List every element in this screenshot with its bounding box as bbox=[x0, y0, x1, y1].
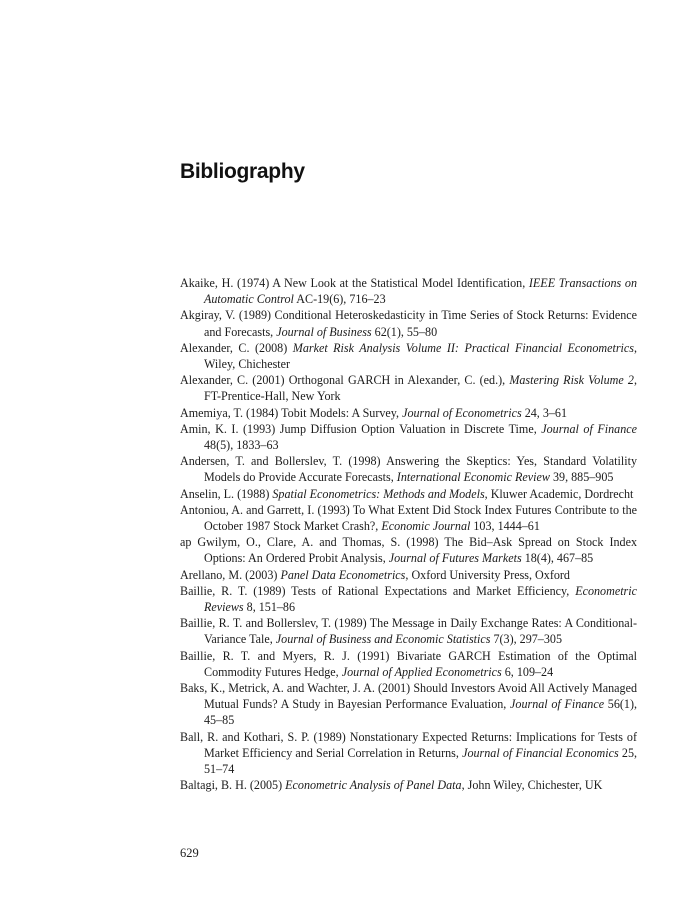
entry-text: 48(5), 1833–63 bbox=[204, 438, 279, 453]
entry-text: Amemiya, T. (1984) Tobit Models: A Survey, bbox=[180, 405, 403, 420]
bibliography-entry bbox=[180, 502, 637, 534]
entry-text: AC-19(6), 716–23 bbox=[293, 292, 386, 307]
bibliography-entry bbox=[180, 486, 637, 502]
entry-text: Alexander, C. (2008) bbox=[180, 340, 293, 355]
entry-italic-text: Economic Journal bbox=[381, 519, 471, 534]
entry-italic-text: Market Risk Analysis Volume II: Practical Financial Econometrics bbox=[292, 340, 634, 355]
entry-italic-text: Journal of Finance bbox=[510, 697, 605, 712]
entry-text: ap Gwilym, O., Clare, A. and Thomas, S. (1998) The Bid–Ask Spread on Stock Index Options: An Ordered Probit Analysis, bbox=[180, 535, 637, 566]
entry-italic-text: Journal of Applied Econometrics bbox=[341, 664, 502, 679]
entry-text: Arellano, M. (2003) bbox=[180, 567, 281, 582]
bibliography-entry bbox=[180, 729, 637, 778]
page-number: 629 bbox=[180, 846, 199, 860]
entry-italic-text: Journal of Econometrics bbox=[402, 405, 522, 420]
bibliography-entry bbox=[180, 615, 637, 647]
entry-text: Baillie, R. T. and Myers, R. J. (1991) Bivariate GARCH Estimation of the Optimal Commodity Futures Hedge, bbox=[180, 648, 637, 679]
entry-italic-text: Econometric Analysis of Panel Data bbox=[285, 778, 462, 793]
entry-italic-text: Econometric Reviews bbox=[204, 583, 637, 615]
bibliography-entry bbox=[180, 777, 637, 793]
bibliography-entry bbox=[180, 421, 637, 453]
entry-text: , Oxford University Press, Oxford bbox=[405, 567, 570, 582]
entry-text: 39, 885–905 bbox=[549, 470, 614, 485]
bibliography-entry bbox=[180, 453, 637, 485]
entry-text: Baks, K., Metrick, A. and Wachter, J. A. (2001) Should Investors Avoid All Actively Managed Mutual Funds? A Study in Bayesian Performance Evaluation, bbox=[180, 681, 637, 712]
entry-text: 56(1), 45–85 bbox=[204, 697, 638, 728]
entry-text: 18(4), 467–85 bbox=[521, 551, 594, 566]
entry-text: , FT-Prentice-Hall, New York bbox=[204, 373, 637, 404]
bibliography-entry bbox=[180, 275, 637, 307]
bibliography-entry bbox=[180, 307, 637, 339]
entry-text: 25, 51–74 bbox=[204, 745, 638, 777]
bibliography-entry bbox=[180, 340, 637, 372]
entry-italic-text: Journal of Business and Economic Statistics bbox=[275, 632, 491, 647]
entry-text: , John Wiley, Chichester, UK bbox=[461, 778, 603, 793]
entry-italic-text: IEEE Transactions on Automatic Control bbox=[204, 276, 637, 307]
entry-text: Akaike, H. (1974) A New Look at the Statistical Model Identification, bbox=[180, 276, 529, 290]
entry-italic-text: Journal of Finance bbox=[541, 421, 638, 436]
bibliography-entry bbox=[180, 648, 637, 680]
bibliography-entry bbox=[180, 372, 637, 404]
entry-italic-text: Journal of Futures Markets bbox=[388, 551, 522, 566]
entry-text: Akgiray, V. (1989) Conditional Heteroskedasticity in Time Series of Stock Returns: Evidence and Forecasts, bbox=[180, 308, 637, 339]
bibliography-entry bbox=[180, 583, 637, 615]
entry-text: Ball, R. and Kothari, S. P. (1989) Nonstationary Expected Returns: Implications for Tests of Market Efficiency and Serial Correlation in Returns, bbox=[180, 729, 637, 760]
entry-text: Baltagi, B. H. (2005) bbox=[180, 778, 286, 793]
entry-text: , Kluwer Academic, Dordrecht bbox=[484, 486, 634, 501]
entry-text: Amin, K. I. (1993) Jump Diffusion Option Valuation in Discrete Time, bbox=[180, 421, 542, 436]
entry-text: Baillie, R. T. and Bollerslev, T. (1989) The Message in Daily Exchange Rates: A Conditional-Variance Tale, bbox=[180, 616, 637, 647]
page-title: Bibliography bbox=[180, 160, 305, 183]
bibliography-entry bbox=[180, 405, 637, 421]
entry-italic-text: Spatial Econometrics: Methods and Models bbox=[272, 486, 485, 501]
entry-text: 62(1), 55–80 bbox=[371, 324, 438, 339]
entry-italic-text: Panel Data Econometrics bbox=[280, 567, 406, 582]
entry-text: 6, 109–24 bbox=[501, 664, 554, 679]
entry-text: 103, 1444–61 bbox=[470, 519, 540, 534]
entry-text: 24, 3–61 bbox=[521, 405, 568, 420]
entry-text: 8, 151–86 bbox=[243, 600, 296, 615]
entry-italic-text: Journal of Financial Economics bbox=[462, 745, 619, 760]
entry-text: , Wiley, Chichester bbox=[204, 340, 637, 372]
entry-text: 7(3), 297–305 bbox=[490, 632, 562, 647]
entry-text: Baillie, R. T. (1989) Tests of Rational Expectations and Market Efficiency, bbox=[180, 583, 576, 598]
entry-italic-text: Mastering Risk Volume 2 bbox=[509, 373, 634, 388]
bibliography-entry bbox=[180, 680, 637, 729]
entry-text: Alexander, C. (2001) Orthogonal GARCH in Alexander, C. (ed.), bbox=[180, 373, 510, 388]
bibliography-entry bbox=[180, 567, 637, 583]
entry-text: Andersen, T. and Bollerslev, T. (1998) Answering the Skeptics: Yes, Standard Volatility Models do Provide Accurate Forecasts, bbox=[180, 454, 637, 485]
bibliography-entry bbox=[180, 534, 637, 566]
bibliography-list bbox=[180, 275, 637, 794]
entry-italic-text: Journal of Business bbox=[276, 324, 372, 339]
entry-italic-text: International Economic Review bbox=[396, 470, 550, 485]
entry-text: Anselin, L. (1988) bbox=[180, 486, 273, 501]
entry-text: Antoniou, A. and Garrett, I. (1993) To What Extent Did Stock Index Futures Contribute to the October 1987 Stock Market Crash?, bbox=[180, 502, 637, 534]
